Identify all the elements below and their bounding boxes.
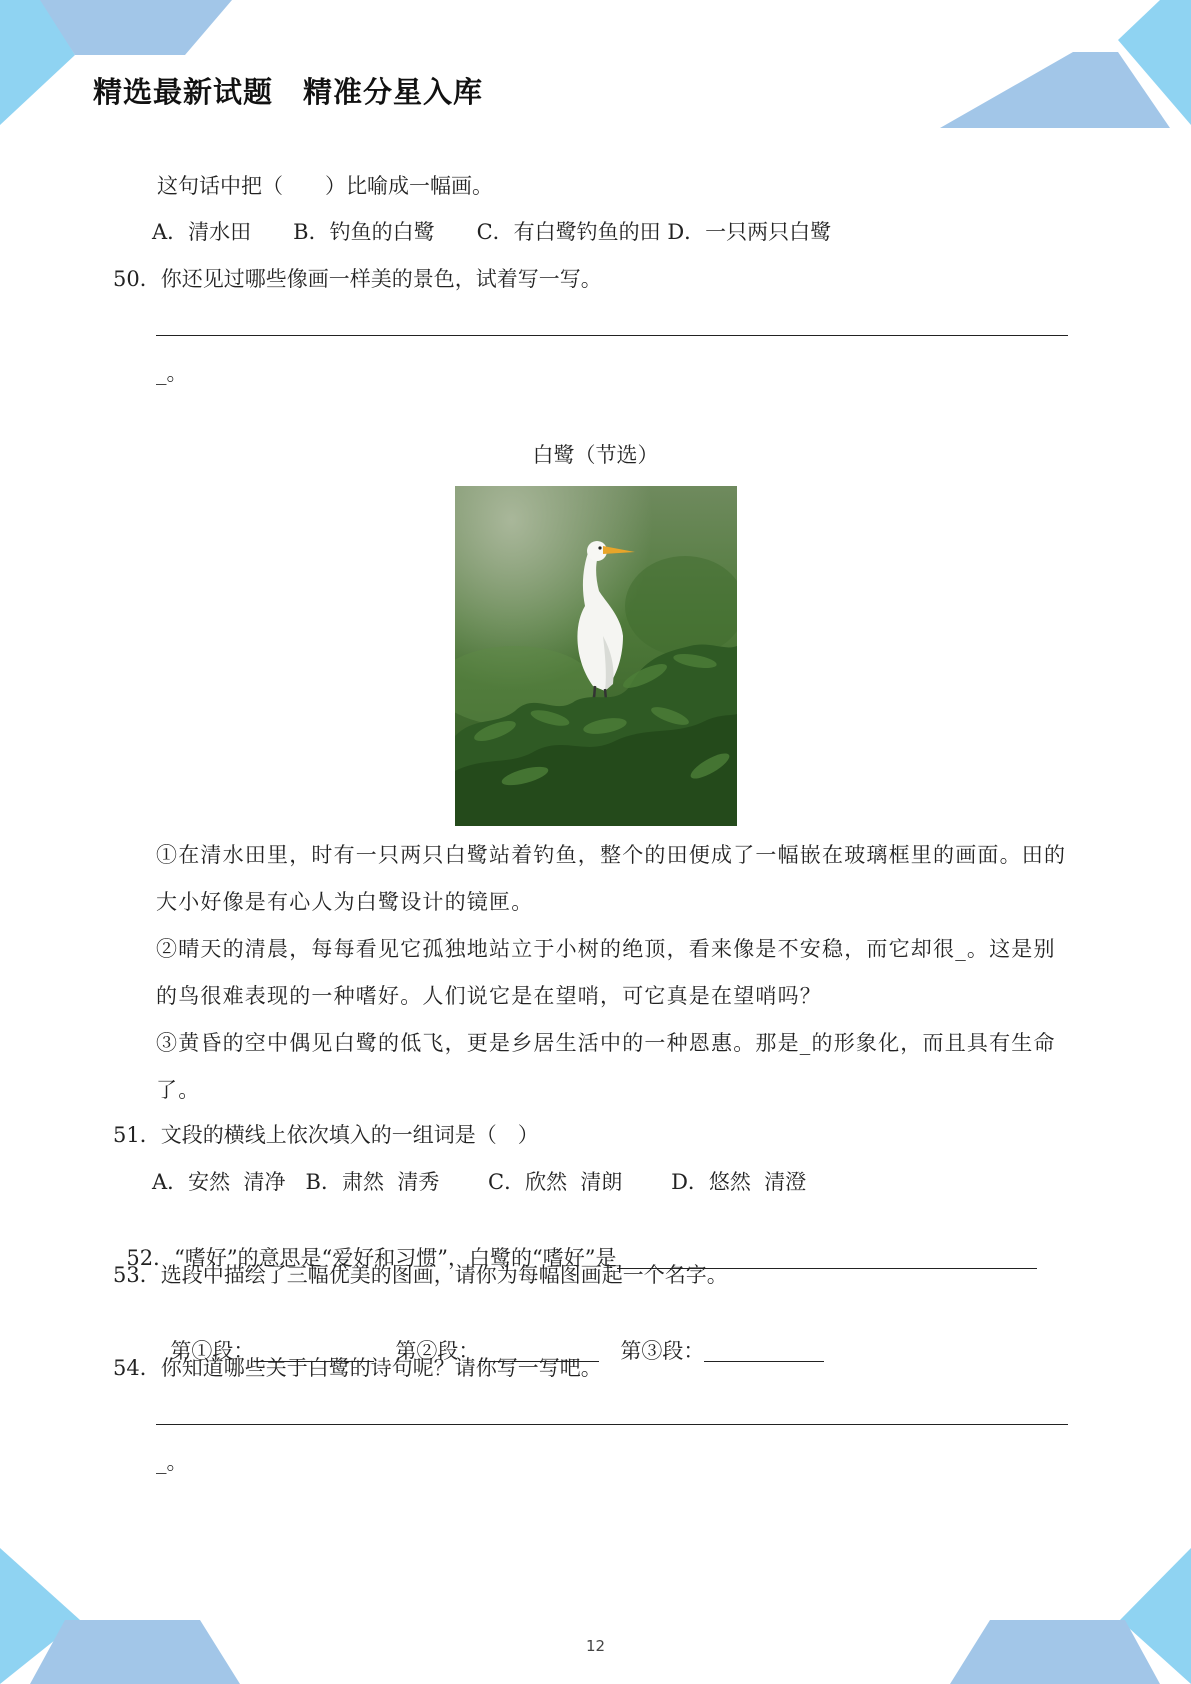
egret-photo (455, 486, 737, 826)
q53-label-1: 第①段： (170, 1339, 255, 1363)
page-header-title: 精选最新试题 精准分星入库 (93, 75, 484, 109)
question-51-stem: 51．文段的横线上依次填入的一组词是（ ） (113, 1123, 539, 1147)
question-52-stem: 52．“嗜好”的意思是“爱好和习惯”，白鹭的“嗜好”是 (126, 1246, 617, 1270)
paragraph-1-text: ①在清水田里，时有一只两只白鹭站着钓鱼，整个的田便成了一幅嵌在玻璃框里的画面。田的大小好像是有心人为白鹭设计的镜匣。 (156, 843, 1067, 914)
passage-paragraph-1 (115, 832, 1077, 926)
question-50-answer-end: _。 (156, 361, 188, 385)
egret-image (455, 486, 737, 826)
passage-paragraph-2 (115, 926, 1077, 1020)
question-54-answer-end: _。 (156, 1450, 188, 1474)
question-50-stem: 50．你还见过哪些像画一样美的景色，试着写一写。 (113, 267, 602, 291)
question-49-stem: 这句话中把（ ）比喻成一幅画。 (157, 174, 493, 198)
question-51-options: A．安然 清净 B．肃然 清秀 C．欣然 清朗 D．悠然 清澄 (152, 1170, 807, 1194)
question-53-stem: 53．选段中描绘了三幅优美的图画，请你为每幅图画起一个名字。 (113, 1263, 728, 1287)
page-number: 12 (585, 1637, 606, 1655)
question-54-stem: 54．你知道哪些关于白鹭的诗句呢？请你写一写吧。 (113, 1356, 602, 1380)
q53-label-2: 第②段： (395, 1339, 480, 1363)
passage-paragraph-3 (115, 1020, 1077, 1114)
q53-blank-3[interactable] (704, 1339, 824, 1362)
q53-label-3: 第③段： (620, 1339, 705, 1363)
question-50-answer-line[interactable] (156, 335, 1068, 336)
paragraph-2-text: ②晴天的清晨，每每看见它孤独地站立于小树的绝顶，看来像是不安稳，而它却很_。这是别的鸟很难表现的一种嗜好。人们说它是在望哨，可它真是在望哨吗？ (156, 937, 1056, 1008)
paragraph-3-text: ③黄昏的空中偶见白鹭的低飞，更是乡居生活中的一种恩惠。那是_的形象化，而且具有生命了。 (156, 1031, 1056, 1102)
passage-title: 白鹭（节选） (532, 443, 659, 467)
question-49-options: A．清水田 B．钓鱼的白鹭 C．有白鹭钓鱼的田 D．一只两只白鹭 (152, 220, 832, 244)
question-54-answer-line[interactable] (156, 1424, 1068, 1425)
